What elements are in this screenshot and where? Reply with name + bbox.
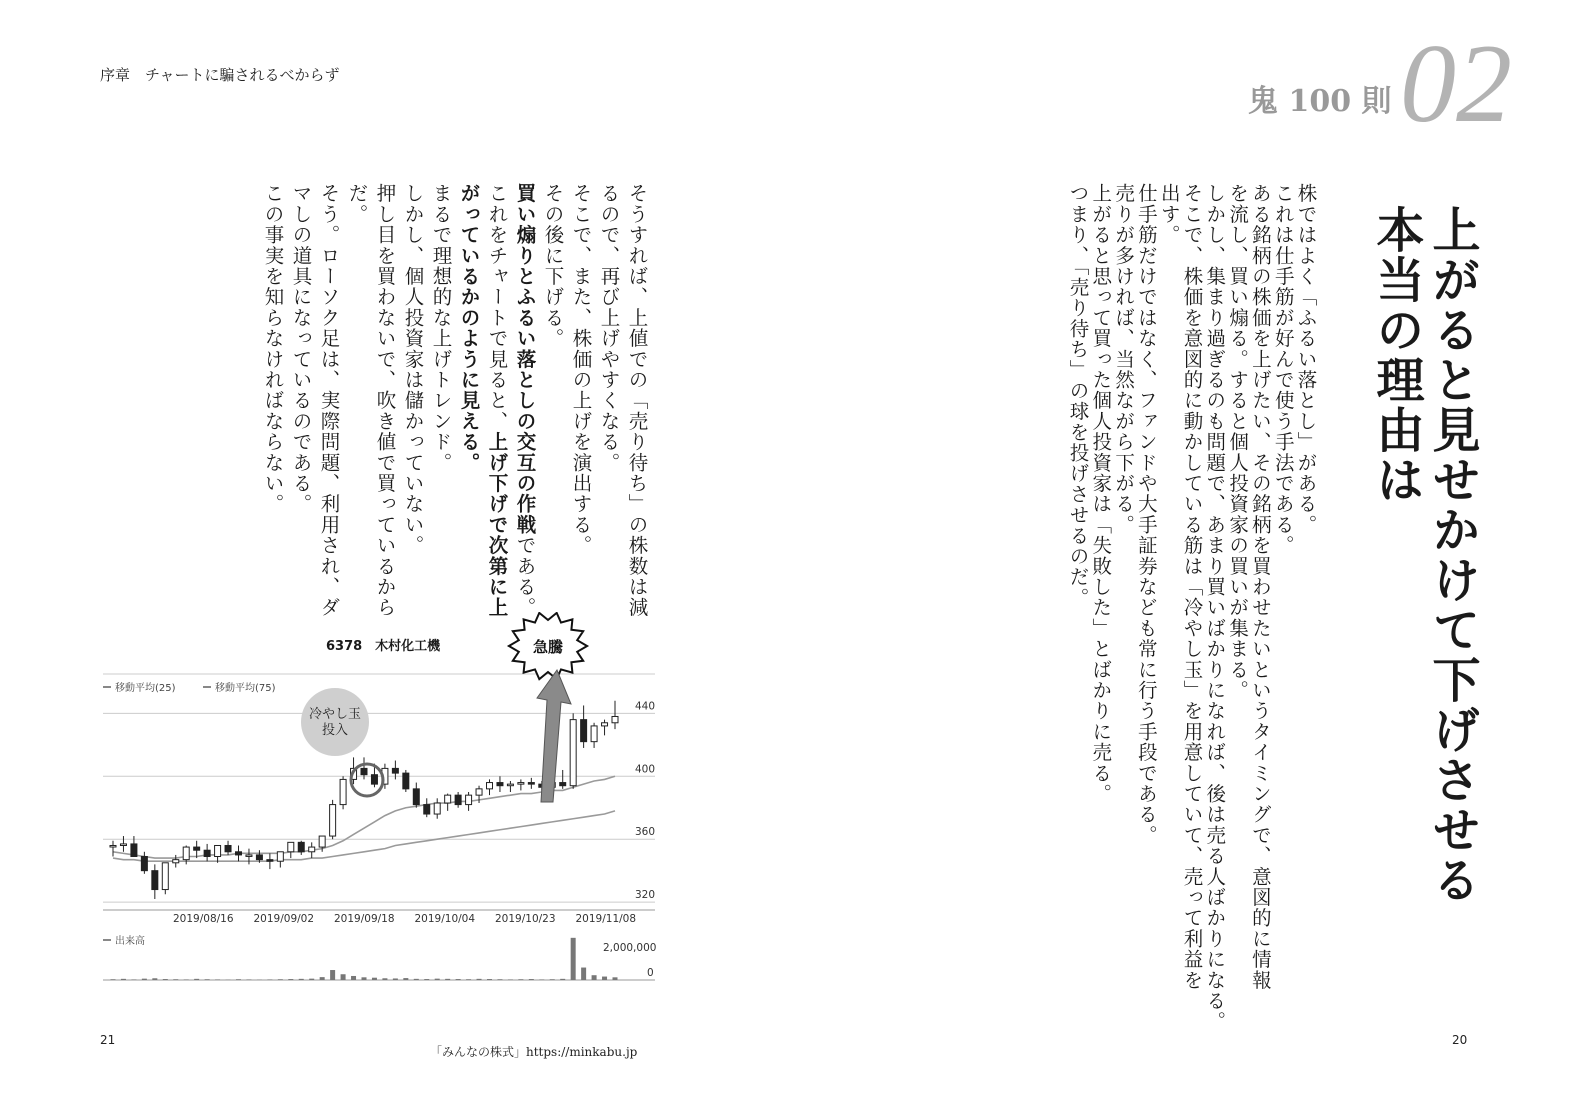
footer-source: 「みんなの株式」https://minkabu.jp bbox=[430, 1045, 638, 1059]
candle-body bbox=[581, 720, 587, 742]
candle-body bbox=[371, 775, 377, 784]
volume-bar bbox=[539, 979, 544, 980]
y-tick-label: 440 bbox=[635, 700, 656, 713]
volume-bar bbox=[142, 979, 147, 980]
left-body-line-3: そこで、また、株価の上げを演出する。 bbox=[569, 183, 593, 556]
candle-body bbox=[570, 720, 576, 786]
volume-bar bbox=[445, 979, 450, 980]
volume-bar bbox=[393, 978, 398, 980]
y-tick-label: 360 bbox=[635, 826, 656, 839]
volume-bar bbox=[550, 979, 555, 980]
volume-legend: 出来高 bbox=[115, 936, 145, 947]
page-number-right: 20 bbox=[1452, 1033, 1468, 1047]
candle-body bbox=[288, 842, 294, 851]
candle-body bbox=[507, 784, 513, 786]
x-tick-label: 2019/08/16 bbox=[173, 913, 234, 925]
right-body-line-4: を流し、買い煽る。すると個人投資家の買いが集まる。 bbox=[1226, 183, 1250, 701]
volume-bar bbox=[508, 979, 513, 980]
volume-bar bbox=[152, 978, 157, 980]
volume-bar bbox=[246, 979, 251, 980]
volume-panel bbox=[103, 934, 656, 980]
x-tick-label: 2019/11/08 bbox=[575, 913, 637, 925]
text-segment: これをチャートで見ると、 bbox=[485, 183, 509, 432]
left-body-line-12: そう。ローソク足は、実際問題、利用され、ダ bbox=[317, 183, 341, 618]
candle-body bbox=[319, 836, 325, 847]
stock-chart bbox=[95, 612, 670, 992]
candle-body bbox=[267, 860, 273, 862]
chart-legend bbox=[103, 681, 276, 694]
chart-annotations bbox=[301, 613, 587, 802]
x-tick-label: 2019/10/23 bbox=[495, 913, 556, 925]
candle-body bbox=[277, 852, 283, 861]
left-body-line-2: るので、再び上げやすくなる。 bbox=[597, 183, 621, 473]
volume-bar bbox=[477, 979, 482, 980]
title-line-1: 上がると見せかけて下げさせる bbox=[1424, 205, 1480, 905]
candle-body bbox=[413, 789, 419, 805]
volume-bar bbox=[131, 979, 136, 980]
x-axis-ticks bbox=[173, 913, 636, 925]
candle-body bbox=[424, 805, 430, 814]
chart-title: 6378 木村化工機 bbox=[326, 639, 441, 654]
annotation-bubble bbox=[301, 688, 369, 756]
volume-bar bbox=[560, 979, 565, 980]
volume-bar bbox=[351, 976, 356, 980]
left-body-line-8: まるで理想的な上げトレンド。 bbox=[429, 183, 453, 473]
left-body-line-4: その後に下げる。 bbox=[541, 183, 565, 349]
volume-bar bbox=[288, 979, 293, 980]
x-tick-label: 2019/10/04 bbox=[414, 913, 476, 925]
right-body-line-3: ある銘柄の株価を上げたい、その銘柄を買わせたいというタイミングで、意図的に情報 bbox=[1248, 183, 1272, 991]
rule-number: 02 bbox=[1400, 22, 1512, 146]
volume-bar bbox=[466, 979, 471, 980]
volume-bar bbox=[581, 968, 586, 980]
volume-bar bbox=[194, 979, 199, 980]
left-body-line-10: 押し目を買わないで、吹き値で買っているから bbox=[373, 183, 397, 618]
legend-item: 移動平均(25) bbox=[115, 683, 176, 694]
volume-bar bbox=[121, 979, 126, 980]
ma25-line bbox=[113, 776, 615, 858]
volume-bar bbox=[456, 979, 461, 980]
candle-body bbox=[110, 845, 116, 847]
candle-body bbox=[173, 860, 179, 863]
volume-bar bbox=[518, 979, 523, 980]
volume-bar bbox=[613, 977, 618, 980]
candle-body bbox=[162, 863, 168, 890]
volume-bar bbox=[382, 978, 387, 980]
candle-body bbox=[487, 783, 493, 789]
candle-body bbox=[330, 805, 336, 836]
left-body-line-11: だ。 bbox=[345, 183, 369, 225]
right-body-line-7: 出す。 bbox=[1157, 183, 1181, 246]
volume-bar bbox=[215, 979, 220, 980]
volume-bar bbox=[309, 979, 314, 980]
volume-bar bbox=[163, 979, 168, 980]
x-tick-label: 2019/09/02 bbox=[253, 913, 315, 925]
candle-body bbox=[298, 842, 304, 851]
candle-body bbox=[152, 871, 158, 890]
right-body-line-8: 仕手筋だけではなく、ファンドや大手証券なども常に行う手段である。 bbox=[1134, 183, 1158, 846]
right-body-line-1: 株ではよく「ふるい落とし」がある。 bbox=[1294, 183, 1318, 535]
y-tick-label: 320 bbox=[635, 889, 656, 902]
candle-body bbox=[434, 803, 440, 814]
left-body-line-6 bbox=[487, 183, 507, 618]
text-segment: である。 bbox=[513, 534, 537, 618]
y-tick-label: 400 bbox=[635, 763, 656, 776]
candle-body bbox=[120, 844, 126, 846]
candle-body bbox=[466, 795, 472, 804]
volume-bar bbox=[372, 978, 377, 980]
candle-body bbox=[131, 844, 137, 857]
volume-tick-label: 2,000,000 bbox=[603, 942, 657, 954]
candle-body bbox=[361, 768, 367, 774]
candle-body bbox=[591, 726, 597, 742]
candle-body bbox=[476, 789, 482, 795]
annotation-text: 投入 bbox=[321, 723, 349, 738]
candle-body bbox=[445, 795, 451, 803]
left-body-line-9: しかし、個人投資家は儲かっていない。 bbox=[401, 183, 425, 556]
left-body-line-1: そうすれば、上値での「売り待ち」の株数は減 bbox=[625, 183, 649, 618]
candle-body bbox=[403, 773, 409, 789]
candle-body bbox=[612, 716, 618, 722]
chapter-header: 序章 チャートに騙されるべからず bbox=[100, 66, 340, 84]
candle-body bbox=[225, 845, 231, 851]
legend-item: 移動平均(75) bbox=[215, 683, 276, 694]
candle-body bbox=[215, 845, 221, 856]
volume-bar bbox=[299, 979, 304, 980]
right-body-line-6: そこで、株価を意図的に動かしている筋は「冷やし玉」を用意していて、売って利益を bbox=[1180, 183, 1204, 991]
candle-body bbox=[183, 847, 189, 860]
volume-bar bbox=[341, 974, 346, 980]
right-body-line-5: しかし、集まり過ぎるのも問題で、あまり買いばかりになれば、後は売る人ばかりになる。 bbox=[1203, 183, 1227, 1032]
candle-body bbox=[455, 795, 461, 804]
y-axis-ticks bbox=[635, 700, 655, 901]
volume-tick-label: 0 bbox=[647, 967, 654, 979]
volume-bar bbox=[330, 970, 335, 980]
right-body-line-11: つまり、「売り待ち」の球を投げさせるのだ。 bbox=[1066, 183, 1090, 608]
candle-body bbox=[194, 847, 200, 850]
volume-bar bbox=[497, 979, 502, 980]
text-segment: 上げ下げで次第に上 bbox=[485, 431, 509, 618]
candle-body bbox=[309, 847, 315, 852]
left-body-line-5 bbox=[515, 183, 535, 618]
volume-bar bbox=[571, 938, 576, 980]
rule-label: 鬼 100 則 bbox=[1248, 84, 1392, 119]
candle-body bbox=[528, 783, 534, 785]
candle-body bbox=[340, 779, 346, 804]
left-body-line-7: がっているかのように見える。 bbox=[457, 183, 481, 473]
right-body-line-10: 上がると思って買った個人投資家は「失敗した」とばかりに売る。 bbox=[1089, 183, 1113, 804]
candle-body bbox=[518, 783, 524, 785]
x-tick-label: 2019/09/18 bbox=[334, 913, 395, 925]
volume-bar bbox=[414, 979, 419, 980]
volume-bar bbox=[424, 979, 429, 980]
candle-body bbox=[392, 768, 398, 773]
volume-bar bbox=[236, 979, 241, 980]
candle-body bbox=[246, 855, 252, 857]
left-body-line-14: この事実を知らなければならない。 bbox=[261, 183, 285, 515]
page-number-left: 21 bbox=[100, 1033, 116, 1047]
volume-bar bbox=[320, 977, 325, 980]
candle-body bbox=[141, 857, 147, 871]
candle-body bbox=[560, 783, 566, 786]
volume-bar bbox=[205, 979, 210, 980]
candle-body bbox=[236, 852, 242, 855]
right-body-line-9: 売りが多ければ、当然ながら下がる。 bbox=[1112, 183, 1136, 535]
volume-bar bbox=[362, 977, 367, 980]
title-line-2: 本当の理由は bbox=[1368, 205, 1424, 505]
candle-body bbox=[256, 855, 262, 860]
candle-body bbox=[204, 850, 210, 856]
volume-bar bbox=[602, 977, 607, 980]
volume-bar bbox=[435, 979, 440, 980]
volume-bar bbox=[184, 979, 189, 980]
volume-bar bbox=[487, 979, 492, 980]
volume-bar bbox=[403, 978, 408, 980]
volume-bar bbox=[173, 979, 178, 980]
volume-bar bbox=[278, 979, 283, 980]
volume-bar bbox=[592, 975, 597, 980]
annotation-text: 急騰 bbox=[532, 638, 564, 656]
text-segment: 買い煽りとふるい落としの交互の作戦 bbox=[513, 183, 537, 535]
annotation-text: 冷やし玉 bbox=[308, 707, 362, 722]
candle-body bbox=[497, 783, 503, 786]
left-body-line-13: マしの道具になっているのである。 bbox=[289, 183, 313, 515]
volume-bar bbox=[267, 979, 272, 980]
volume-bar bbox=[529, 979, 534, 980]
right-body-line-2: これは仕手筋が好んで使う手法である。 bbox=[1271, 183, 1295, 556]
volume-bar bbox=[111, 979, 116, 980]
candle-body bbox=[602, 723, 608, 726]
